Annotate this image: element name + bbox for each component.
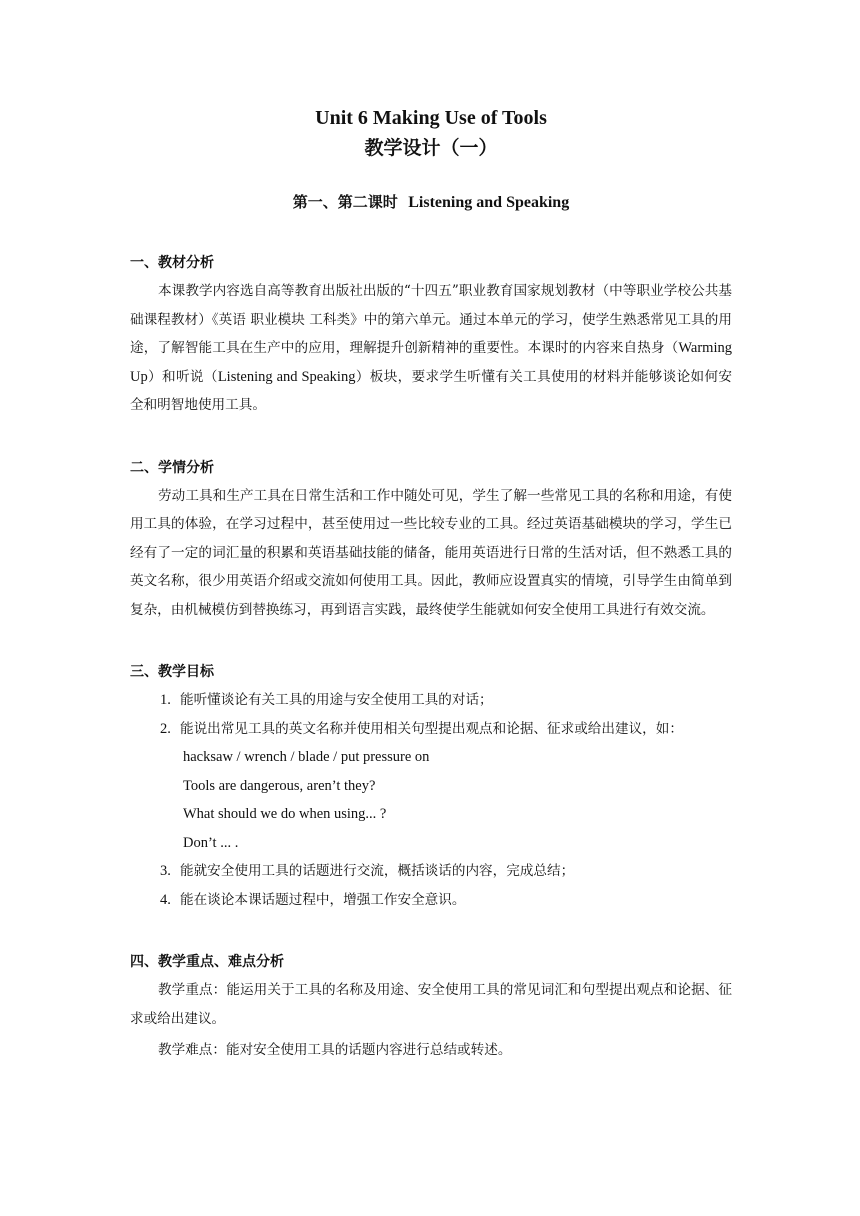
list-item-text: 能听懂谈论有关工具的用途与安全使用工具的对话； — [180, 692, 493, 708]
difficulty-paragraph: 教学难点：能对安全使用工具的话题内容进行总结或转述。 — [158, 1042, 512, 1058]
section-key-points — [130, 951, 732, 1065]
list-item-number: 3. — [160, 863, 171, 879]
para-text: 本课教学内容选自高等教育出版社出版的“十四五”职业教育国家规划教材（中等职业学校公共基础课程教材）《英语 职业模块 工科类》中的第六单元。通过本单元的学习，使学生熟悉常见工具的用途，了解智能工具在生产中的应用，理解提升创新精神的重要性。本课时的内容来自热身（ — [130, 283, 732, 356]
example-line: hacksaw / wrench / blade / put pressure on — [183, 749, 430, 765]
list-item-text: 能就安全使用工具的话题进行交流，概括谈话的内容，完成总结； — [180, 863, 575, 879]
list-item — [130, 715, 732, 744]
section-heading: 二、学情分析 — [130, 459, 214, 476]
example-line: Don’t ... . — [183, 834, 239, 851]
section-textbook-analysis — [130, 252, 732, 420]
section-student-analysis — [130, 457, 732, 625]
lesson-title-cn: 第一、第二课时 — [292, 193, 398, 211]
example-line: Tools are dangerous, aren’t they? — [183, 777, 376, 794]
para-text: ）板块，要求学生听懂有关工具使用的材料并能够谈论如何安全和明智地使用工具。 — [130, 368, 733, 413]
lesson-title-en: Listening and Speaking — [408, 194, 570, 211]
document-title-en: Unit 6 Making Use of Tools — [315, 107, 547, 129]
para-english-term: Listening and Speaking — [217, 368, 356, 385]
section-paragraph — [130, 277, 732, 420]
document-content — [130, 104, 732, 1065]
objectives-list — [130, 686, 732, 914]
list-item-number: 4. — [160, 891, 171, 908]
list-item-number: 1. — [160, 692, 171, 708]
list-item — [130, 686, 732, 715]
para-english-term: Warming Up — [130, 340, 732, 385]
section-paragraph: 劳动工具和生产工具在日常生活和工作中随处可见，学生了解一些常见工具的名称和用途，有使用工具的体验，在学习过程中，甚至使用过一些比较专业的工具。经过英语基础模块的学习，学生已经有了一定的词汇量的积累和英语基础技能的储备，能用英语进行日常的生活对话，但不熟悉工具的英文名称，很少用英语介绍或交流如何使用工具。因此，教师应设置真实的情境，引导学生由简单到复杂，由机械模仿到替换练习，再到语言实践，最终使学生能就如何安全使用工具进行有效交流。 — [130, 487, 732, 618]
section-teaching-objectives — [130, 661, 732, 914]
list-item-text: 能在谈论本课话题过程中，增强工作安全意识。 — [180, 891, 466, 908]
list-item — [130, 886, 732, 915]
lesson-title — [130, 190, 732, 215]
section-heading: 三、教学目标 — [130, 664, 214, 680]
list-item-text: 能说出常见工具的英文名称并使用相关句型提出观点和论据、征求或给出建议，如： — [180, 720, 683, 737]
key-point-paragraph: 教学重点：能运用关于工具的名称及用途、安全使用工具的常见词汇和句型提出观点和论据、征求或给出建议。 — [130, 982, 732, 1027]
document-title-cn: 教学设计（一） — [364, 137, 498, 159]
section-heading: 四、教学重点、难点分析 — [130, 954, 284, 970]
list-item — [130, 857, 732, 886]
para-text: ）和听说（ — [147, 368, 218, 385]
example-line: What should we do when using... ? — [183, 806, 387, 822]
list-item-number: 2. — [160, 720, 171, 737]
section-heading: 一、教材分析 — [130, 255, 214, 271]
